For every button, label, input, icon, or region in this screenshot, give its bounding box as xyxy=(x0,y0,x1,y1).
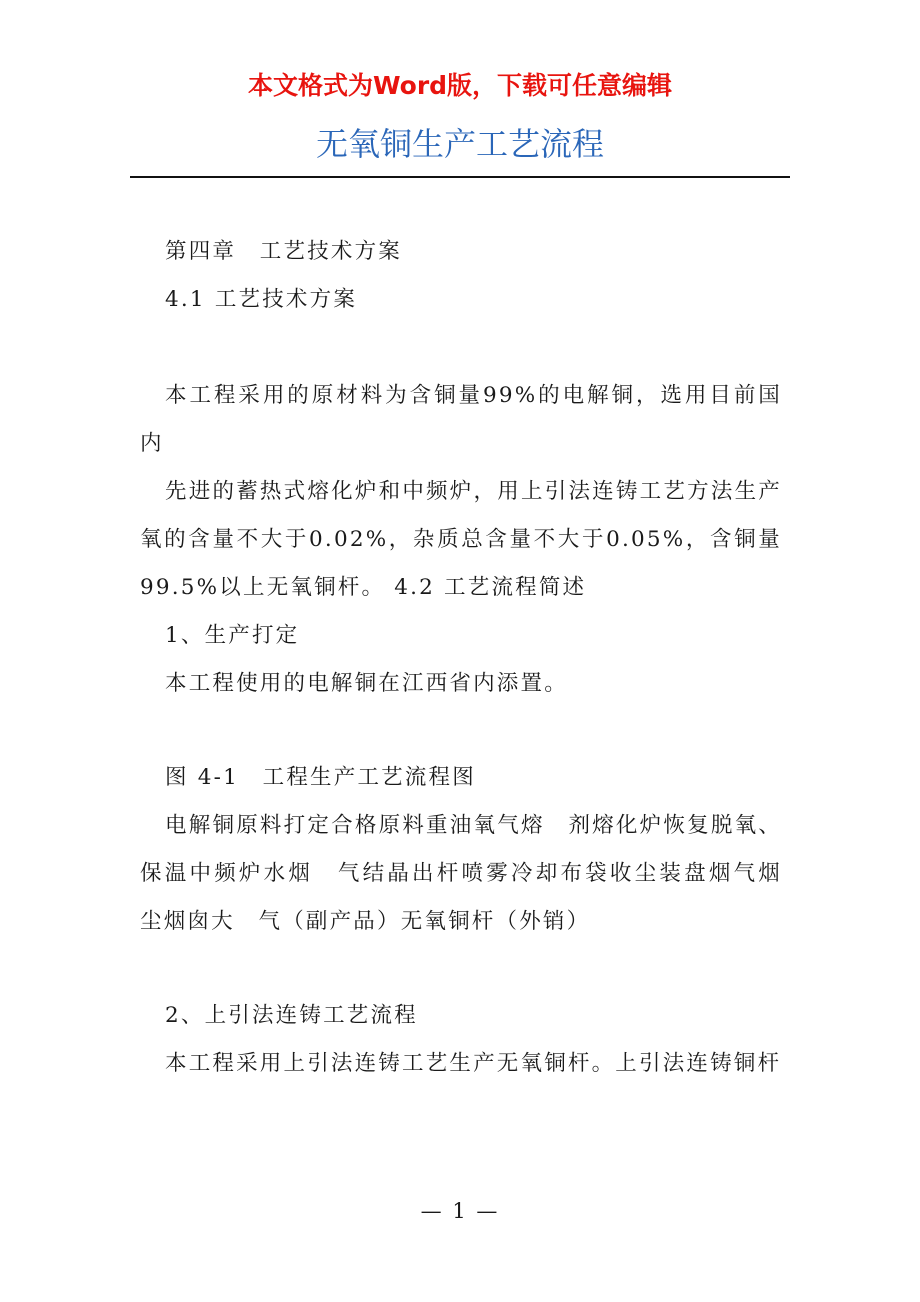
page-number: — 1 — xyxy=(420,1199,500,1223)
item-1-heading: 1、生产打定 xyxy=(165,623,300,648)
figure-caption: 图 4-1 工程生产工艺流程图 xyxy=(165,765,476,790)
document-title: 无氧铜生产工艺流程 xyxy=(315,125,604,163)
chapter-heading: 第四章 工艺技术方案 xyxy=(165,239,403,264)
paragraph-spacer xyxy=(140,946,782,992)
paragraph-spacer xyxy=(140,708,782,754)
item-2-heading: 2、上引法连铸工艺流程 xyxy=(165,1003,418,1028)
material-paragraph: 本工程采用的原材料为含铜量99%的电解铜，选用目前国内 xyxy=(140,383,782,456)
section-heading: 4.1 工艺技术方案 xyxy=(165,287,358,312)
flow-paragraph: 电解铜原料打定合格原料重油氧气熔 剂熔化炉恢复脱氧、保温中频炉水烟 气结晶出杆喷雾冷却布袋收尘装盘烟气烟 尘烟囱大 气（副产品）无氧铜杆（外销） xyxy=(140,813,806,934)
item-1-text: 本工程使用的电解铜在江西省内添置。 xyxy=(165,671,568,696)
paragraph-spacer xyxy=(140,324,782,372)
document-body xyxy=(140,228,806,1088)
header-divider xyxy=(130,176,790,178)
format-notice: 本文格式为Word版，下载可任意编辑 xyxy=(247,71,673,100)
process-paragraph: 先进的蓄热式熔化炉和中频炉，用上引法连铸工艺方法生产氧的含量不大于0.02%，杂质总含量不大于0.05%，含铜量99.5%以上无氧铜杆。 4.2 工艺流程简述 xyxy=(140,479,782,600)
item-2-text: 本工程采用上引法连铸工艺生产无氧铜杆。上引法连铸铜杆 xyxy=(165,1051,782,1076)
